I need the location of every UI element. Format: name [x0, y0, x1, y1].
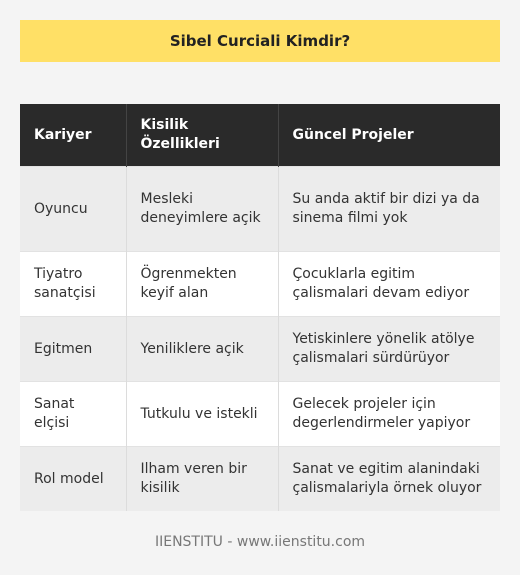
table-row: [20, 252, 500, 317]
table-row: [20, 167, 500, 252]
cell-career: Egitmen: [20, 317, 126, 382]
table-row: [20, 382, 500, 447]
footer-source: IIENSTITU - www.iienstitu.com: [154, 534, 366, 550]
cell-projects: Gelecek projeler için degerlendirmeler yapiyor: [278, 382, 500, 447]
page-title: Sibel Curciali Kimdir?: [20, 20, 500, 62]
cell-personality: Mesleki deneyimlere açik: [126, 167, 278, 252]
cell-projects: Sanat ve egitim alanindaki çalismalariyla örnek oluyor: [278, 447, 500, 512]
table-row: [20, 317, 500, 382]
cell-personality: Ögrenmekten keyif alan: [126, 252, 278, 317]
cell-projects: Yetiskinlere yönelik atölye çalismalari sürdürüyor: [278, 317, 500, 382]
table-row: [20, 447, 500, 512]
cell-projects: Çocuklarla egitim çalismalari devam ediyor: [278, 252, 500, 317]
cell-personality: Ilham veren bir kisilik: [126, 447, 278, 512]
cell-career: Rol model: [20, 447, 126, 512]
cell-career: Oyuncu: [20, 167, 126, 252]
cell-projects: Su anda aktif bir dizi ya da sinema filmi yok: [278, 167, 500, 252]
cell-career: Tiyatro sanatçisi: [20, 252, 126, 317]
header-career: Kariyer: [20, 104, 126, 167]
cell-career: Sanat elçisi: [20, 382, 126, 447]
header-projects: Güncel Projeler: [278, 104, 500, 167]
cell-personality: Tutkulu ve istekli: [126, 382, 278, 447]
table-header-row: [20, 104, 500, 167]
info-table: [20, 104, 500, 511]
header-personality: Kisilik Özellikleri: [126, 104, 278, 167]
cell-personality: Yeniliklere açik: [126, 317, 278, 382]
